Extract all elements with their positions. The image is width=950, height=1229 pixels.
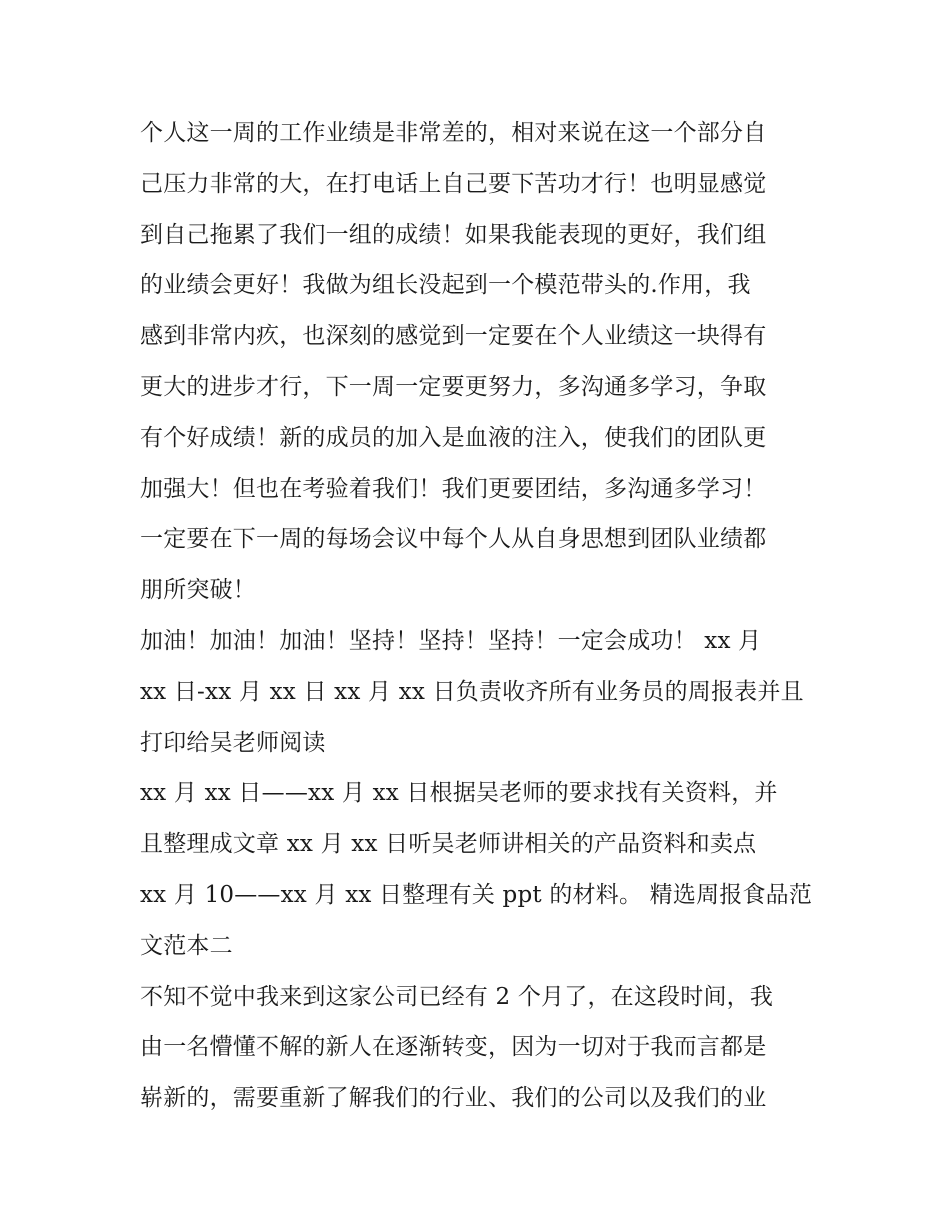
text-line: 感到非常内疚，也深刻的感觉到一定要在个人业绩这一块得有: [140, 323, 767, 350]
text-line: xx 日-xx 月 xx 日 xx 月 xx 日负责收齐所有业务员的周报表并且: [140, 678, 804, 705]
text-line: 一定要在下一周的每场会议中每个人从自身思想到团队业绩都: [140, 526, 767, 553]
text-line: 不知不觉中我来到这家公司已经有 2 个月了，在这段时间，我: [140, 983, 774, 1010]
text-line: 加强大！但也在考验着我们！我们更要团结，多沟通多学习！: [140, 475, 767, 502]
text-line: 更大的进步才行，下一周一定要更努力，多沟通多学习，争取: [140, 373, 767, 400]
text-line: xx 月 xx 日——xx 月 xx 日根据吴老师的要求找有关资料，并: [140, 780, 778, 807]
text-line: 由一名懵懂不解的新人在逐渐转变，因为一切对于我而言都是: [140, 1034, 767, 1061]
text-line: 打印给吴老师阅读: [140, 729, 326, 756]
text-line: xx 月 10——xx 月 xx 日整理有关 ppt 的材料。 精选周报食品范: [140, 881, 813, 908]
text-line: 朋所突破！: [140, 577, 256, 604]
text-line: 加油！加油！加油！坚持！坚持！坚持！一定会成功！ xx 月: [140, 627, 762, 654]
text-line: 文范本二: [140, 932, 233, 959]
text-line: 崭新的，需要重新了解我们的行业、我们的公司以及我们的业: [140, 1085, 767, 1112]
body-text: [140, 108, 820, 1124]
text-line: 有个好成绩！新的成员的加入是血液的注入，使我们的团队更: [140, 424, 767, 451]
text-line: 个人这一周的工作业绩是非常差的，相对来说在这一个部分自: [140, 120, 767, 146]
text-line: 己压力非常的大，在打电话上自己要下苦功才行！也明显感觉: [140, 170, 767, 197]
text-line: 到自己拖累了我们一组的成绩！如果我能表现的更好，我们组: [140, 221, 767, 248]
text-line: 且整理成文章 xx 月 xx 日听吴老师讲相关的产品资料和卖点: [140, 831, 757, 858]
text-line: 的业绩会更好！我做为组长没起到一个模范带头的.作用，我: [140, 272, 751, 299]
